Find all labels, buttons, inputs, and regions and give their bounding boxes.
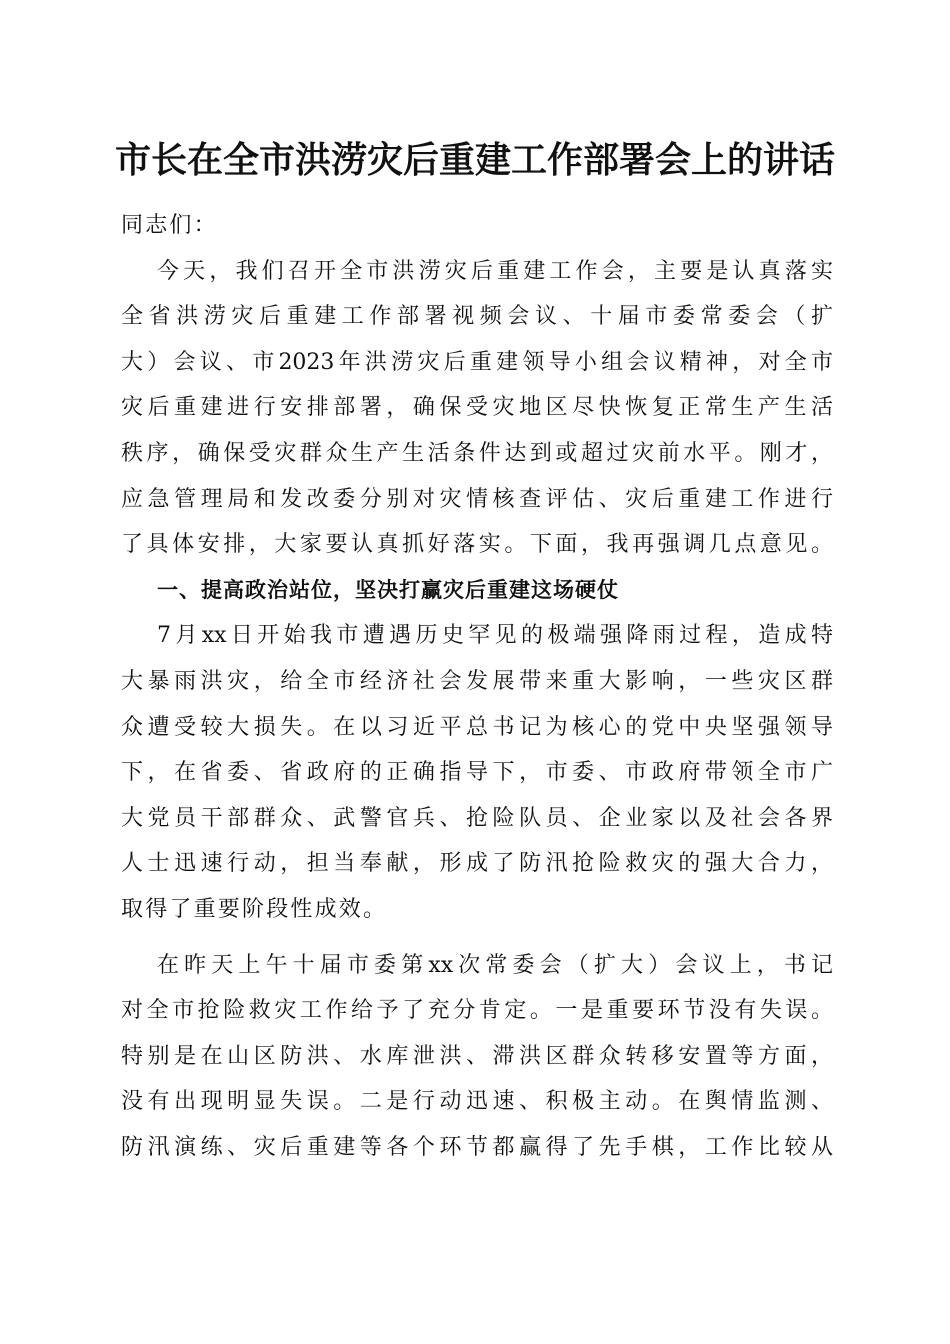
text-line: 秩序，确保受灾群众生产生活条件达到或超过灾前水平。刚才， (121, 440, 833, 466)
text-line: 7月xx日开始我市遭遇历史罕见的极端强降雨过程，造成特 (157, 623, 833, 649)
text-line: 下，在省委、省政府的正确指导下，市委、市政府带领全市广 (121, 760, 833, 786)
text-line: 应急管理局和发改委分别对灾情核查评估、灾后重建工作进行 (121, 486, 833, 512)
text-line: 防汛演练、灾后重建等各个环节都赢得了先手棋，工作比较从 (121, 1134, 833, 1160)
text-line: 大）会议、市2023年洪涝灾后重建领导小组会议精神，对全市 (121, 349, 833, 375)
text-line: 了具体安排，大家要认真抓好落实。下面，我再强调几点意见。 (121, 532, 833, 558)
salutation: 同志们： (121, 213, 218, 238)
section-heading: 一、提高政治站位，坚决打赢灾后重建这场硬仗 (157, 577, 619, 602)
text-line: 特别是在山区防洪、水库泄洪、滞洪区群众转移安置等方面， (121, 1043, 833, 1069)
document-body (121, 203, 833, 1170)
text-line: 灾后重建进行安排部署，确保受灾地区尽快恢复正常生产生活 (121, 395, 833, 421)
text-line: 对全市抢险救灾工作给予了充分肯定。一是重要环节没有失误。 (121, 998, 833, 1024)
paragraph-disaster (121, 613, 833, 932)
text-line: 今天，我们召开全市洪涝灾后重建工作会，主要是认真落实 (157, 258, 833, 284)
text-line: 大党员干部群众、武警官兵、抢险队员、企业家以及社会各界 (121, 805, 833, 831)
text-line: 人士迅速行动，担当奉献，形成了防汛抢险救灾的强大合力， (121, 851, 833, 877)
text-line: 在昨天上午十届市委第xx次常委会（扩大）会议上，书记 (157, 952, 833, 978)
paragraph-intro (121, 249, 833, 568)
text-line: 众遭受较大损失。在以习近平总书记为核心的党中央坚强领导 (121, 714, 833, 740)
text-line: 全省洪涝灾后重建工作部署视频会议、十届市委常委会（扩 (121, 304, 833, 330)
document-title: 市长在全市洪涝灾后重建工作部署会上的讲话 (114, 139, 835, 181)
text-line: 取得了重要阶段性成效。 (121, 896, 388, 922)
text-line: 大暴雨洪灾，给全市经济社会发展带来重大影响，一些灾区群 (121, 668, 833, 694)
paragraph-meeting (121, 943, 833, 1171)
paragraph-gap (121, 933, 833, 943)
text-line: 没有出现明显失误。二是行动迅速、积极主动。在舆情监测、 (121, 1089, 833, 1115)
